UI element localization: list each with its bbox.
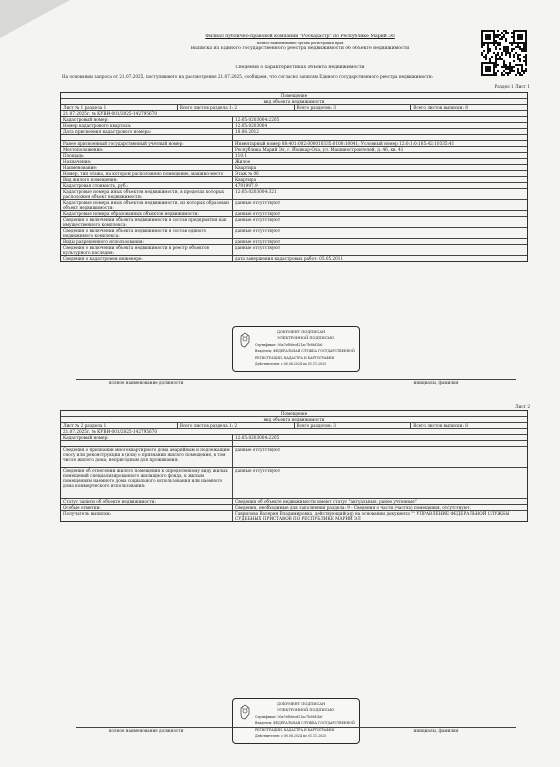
property-table-page2 (60, 410, 528, 522)
field-label: Получатель выписки: (61, 511, 233, 521)
field-value: Сведения, необходимые для заполнения раздела: 9 - Сведения о части (частях) помещения, отсутствуют. (235, 505, 472, 510)
stamp-line: ДОКУМЕНТ ПОДПИСАН (277, 702, 326, 706)
object-type: Помещение (280, 411, 308, 416)
field-label: Кадастровые номера иных объектов недвижимости, из которых образован объект недвижимости: (61, 200, 233, 210)
field-value: 12:05:0203004 (235, 123, 268, 128)
signature-bar-page2 (76, 727, 516, 733)
property-table-page1 (60, 92, 528, 262)
field-label: Кадастровый номер: (61, 435, 233, 440)
stamp-line: Сертификат: 00a7ef86ecd21ac7b98d2b6 (255, 342, 323, 347)
sheet2-label: Лист 2 (515, 404, 530, 409)
field-label: Дата присвоения кадастрового номера: (61, 129, 233, 134)
field-label: Кадастровые номера иных объектов недвижимости, в пределах которых расположен объект недвижимости: (61, 189, 233, 199)
field-label: Виды разрешенного использования: (61, 239, 233, 244)
field-label: Статус записи об объекте недвижимости: (61, 499, 233, 504)
field-value (233, 441, 527, 446)
document-subtitle: Сведения о характеристиках объекта недвижимости (235, 65, 365, 70)
field-label: Кадастровый номер: (61, 117, 233, 122)
field-label: Сведения о включении объекта недвижимости в состав предприятия как имущественного комплекса: (61, 217, 233, 227)
section-sheets-total: Всего листов раздела 1: 2 (178, 105, 295, 110)
field-value: Квартира (235, 165, 257, 170)
field-label: Номер кадастрового квартала: (61, 123, 233, 128)
field-label: Сведения о включении объекта недвижимости в реестр объектов культурного наследия: (61, 245, 233, 255)
field-value: Этаж № 06 (235, 171, 259, 176)
table-row (61, 200, 527, 211)
stamp-line: ЭЛЕКТРОННОЙ ПОДПИСЬЮ (277, 336, 335, 341)
stamp-line: Владелец: ФЕДЕРАЛЬНАЯ СЛУЖБА ГОСУДАРСТВЕННОЙ (255, 721, 355, 726)
field-label: Кадастровые номера образованных объектов недвижимости: (61, 211, 233, 216)
object-type: Помещение (280, 93, 308, 98)
field-label: Наименование: (61, 165, 233, 170)
field-value: 12:05:0203004:2205 (235, 435, 280, 440)
sections-total: Всего разделов: 3 (295, 105, 412, 110)
field-label: Площадь: (61, 153, 233, 158)
field-label: Особые отметки: (61, 505, 233, 510)
stamp-line: РЕГИСТРАЦИИ, КАДАСТРА И КАРТОГРАФИИ (255, 355, 335, 360)
document-title: Выписка из Единого государственного реестра недвижимости об объекте недвижимости (190, 46, 410, 51)
table-row (61, 245, 527, 256)
field-value: 4791997.9 (235, 183, 258, 188)
field-value: данные отсутствуют (235, 447, 281, 452)
signature-bar-page1 (76, 379, 516, 385)
field-value: дата завершения кадастровых работ: 05.05.2011 (235, 256, 344, 261)
field-value: данные отсутствуют (235, 228, 281, 233)
field-label: Назначение: (61, 159, 233, 164)
field-value: Инвентарный номер 88:401:002:000010335:0100:10041; Условный номер 12:0:1:0:165:42:10335:41 (235, 141, 455, 146)
position-caption: полное наименование должности (76, 379, 216, 385)
table-row (61, 256, 527, 261)
table-row (61, 217, 527, 228)
field-label: Кадастровая стоимость, руб.: (61, 183, 233, 188)
field-value: 12:05:0203004:2205 (235, 117, 280, 122)
field-value: Квартира (235, 177, 257, 182)
folded-corner (0, 0, 70, 38)
field-value: данные отсутствуют (235, 217, 281, 222)
agency-name: Филиал публично-правовой компании "Роскадастр" по Республике Марий Эл (205, 34, 395, 39)
sections-total: Всего разделов: 3 (295, 423, 412, 428)
document-number: 21.07.2025г. № КУВИ-001/2025-142795670 (63, 429, 157, 434)
section-sheets-total: Всего листов раздела 1: 2 (178, 423, 295, 428)
field-value: данные отсутствуют (235, 200, 281, 205)
document-number: 21.07.2025г. № КУВИ-001/2025-142795670 (63, 111, 157, 116)
electronic-signature-stamp (232, 698, 360, 744)
field-value: 18.06.2012 (235, 129, 259, 134)
object-type-caption: вид объекта недвижимости (263, 417, 325, 422)
field-label: Сведения о включении объекта недвижимости в состав единого недвижимого комплекса: (61, 228, 233, 238)
field-label (61, 441, 233, 446)
coat-of-arms-icon (239, 704, 251, 720)
field-label: Вид жилого помещения: (61, 177, 233, 182)
field-label: Сведения об отнесении жилого помещения к определенному виду жилых помещений специализированного жилищного фонда, к жилым помещениям наемного дома социального использования или наемного дома коммерческого использования: (61, 468, 233, 498)
field-value: данные отсутствуют (235, 468, 281, 473)
field-label (61, 135, 233, 140)
qr-code-icon (481, 30, 527, 76)
table-row (61, 228, 527, 239)
extract-sheets-total: Всего листов выписки: 8 (413, 105, 468, 110)
request-basis: На основании запроса от 21.07.2025, поступившего на рассмотрение 21.07.2025, сообщаем, что согласно записям Единого государственного реестра недвижимости: (62, 74, 434, 79)
field-label: Ранее присвоенный государственный учетный номер: (61, 141, 233, 146)
initials-caption: инициалы, фамилия (356, 379, 516, 385)
stamp-line: Владелец: ФЕДЕРАЛЬНАЯ СЛУЖБА ГОСУДАРСТВЕННОЙ (255, 349, 355, 354)
field-value: Жилое (235, 159, 251, 164)
extract-sheets-total: Всего листов выписки: 8 (413, 423, 468, 428)
field-label: Номер, тип этажа, на котором расположено помещение, машино-место (61, 171, 233, 176)
agency-caption: полное наименование органа регистрации прав (256, 41, 344, 45)
sheet-number: Лист № 2 раздела 1 (61, 423, 178, 428)
stamp-line: ДОКУМЕНТ ПОДПИСАН (277, 330, 326, 334)
object-type-caption: вид объекта недвижимости (263, 99, 325, 104)
sheet-number: Лист № 1 раздела 1 (61, 105, 178, 110)
field-value: Гаврилова Валерия Владимировна, действующий(ая) на основании документа "" УПРАВЛЕНИЕ ФЕДЕРАЛЬНОЙ СЛУЖБЫ СУДЕБНЫХ ПРИСТАВОВ ПО РЕСПУБЛИКЕ МАРИЙ ЭЛ (235, 511, 510, 521)
table-row (61, 511, 527, 521)
table-row (61, 468, 527, 499)
section-page-label: Раздел 1 Лист 1 (494, 84, 530, 89)
stamp-line: Действителен: с 08.08.2024 по 01.11.2025 (255, 362, 327, 366)
field-label: Сведения о признании многоквартирного дома аварийным и подлежащим сносу или реконструкции в (или) о признании жилого помещения, в том числе жилого дома, непригодным для проживания: (61, 447, 233, 467)
initials-caption: инициалы, фамилия (356, 727, 516, 733)
stamp-line: Сертификат: 00a7ef86ecd21ac7b98d2b6 (255, 714, 323, 719)
coat-of-arms-icon (239, 332, 251, 348)
stamp-line: ЭЛЕКТРОННОЙ ПОДПИСЬЮ (277, 708, 335, 713)
field-value (233, 135, 527, 140)
field-label: Местоположение: (61, 147, 233, 152)
field-value: 12:05:0203004:321 (235, 189, 277, 194)
table-row (61, 189, 527, 200)
table-row (61, 447, 527, 468)
electronic-signature-stamp (232, 326, 360, 372)
field-value: данные отсутствуют (235, 239, 281, 244)
position-caption: полное наименование должности (76, 727, 216, 733)
field-value: Сведения об объекте недвижимости имеют статус "актуальные, ранее учтенные" (235, 499, 417, 504)
field-value: данные отсутствуют (235, 211, 281, 216)
field-label: Сведения о кадастровом инженере: (61, 256, 233, 261)
stamp-line: Действителен: с 08.08.2024 по 01.11.2025 (255, 734, 327, 738)
field-value: Республика Марий Эл, г. Йошкар-Ола, ул. Машиностроителей, д. 46, кв. 41 (235, 147, 404, 152)
field-value: 110.1 (235, 153, 247, 158)
field-value: данные отсутствуют (235, 245, 281, 250)
stamp-line: РЕГИСТРАЦИИ, КАДАСТРА И КАРТОГРАФИИ (255, 727, 335, 732)
